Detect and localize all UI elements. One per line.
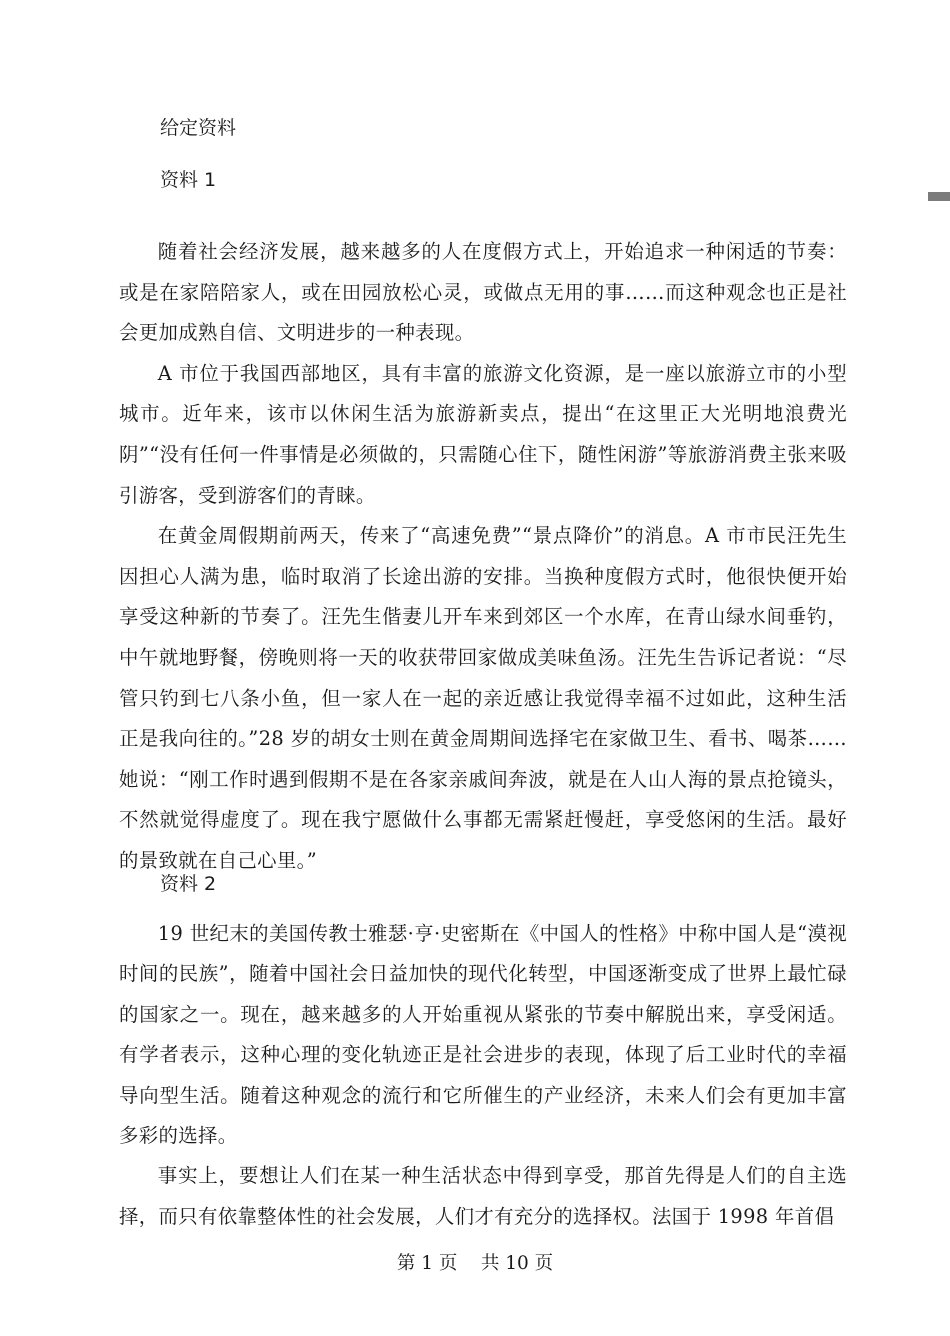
paragraph: 在黄金周假期前两天，传来了“高速免费”“景点降价”的消息。A 市市民汪先生因担心人满为患，临时取消了长途出游的安排。当换种度假方式时，他很快便开始享受这种新的节奏了。汪先生偕妻儿开车来到郊区一个水库，在青山绿水间垂钓，中午就地野餐，傍晚则将一天的收获带回家做成美味鱼汤。汪先生告诉记者说：“尽管只钓到七八条小鱼，但一家人在一起的亲近感让我觉得幸福不过如此，这种生活正是我向往的。”28 岁的胡女士则在黄金周期间选择宅在家做卫生、看书、喝茶……她说：“刚工作时遇到假期不是在各家亲戚间奔波，就是在人山人海的景点抢镜头，不然就觉得虚度了。现在我宁愿做什么事都无需紧赶慢赶，享受悠闲的生活。最好的景致就在自己心里。” [119,524,847,872]
paragraph: A 市位于我国西部地区，具有丰富的旅游文化资源，是一座以旅游立市的小型城市。近年来，该市以休闲生活为旅游新卖点，提出“在这里正大光明地浪费光阴”“没有任何一件事情是必须做的，只需随心住下，随性闲游”等旅游消费主张来吸引游客，受到游客们的青睐。 [119,361,847,507]
section-1-body [119,232,847,882]
page-edge-marker [928,192,950,201]
page-number-footer: 第 1 页 共 10 页 [396,1253,554,1274]
paragraph: 事实上，要想让人们在某一种生活状态中得到享受，那首先得是人们的自主选择，而只有依靠整体性的社会发展，人们才有充分的选择权。法国于 1998 年首倡 [119,1164,847,1228]
section-heading-2: 资料 2 [160,873,217,895]
paragraph: 19 世纪末的美国传教士雅瑟·亨·史密斯在《中国人的性格》中称中国人是“漠视时间的民族”，随着中国社会日益加快的现代化转型，中国逐渐变成了世界上最忙碌的国家之一。现在，越来越多的人开始重视从紧张的节奏中解脱出来，享受闲适。有学者表示，这种心理的变化轨迹正是社会进步的表现，体现了后工业时代的幸福导向型生活。随着这种观念的流行和它所催生的产业经济，未来人们会有更加丰富多彩的选择。 [119,922,847,1148]
document-title: 给定资料 [160,117,237,139]
section-2-body [119,914,847,1237]
paragraph: 随着社会经济发展，越来越多的人在度假方式上，开始追求一种闲适的节奏：或是在家陪陪家人，或在田园放松心灵，或做点无用的事……而这种观念也正是社会更加成熟自信、文明进步的一种表现。 [119,240,847,345]
section-heading-1: 资料 1 [160,169,217,191]
